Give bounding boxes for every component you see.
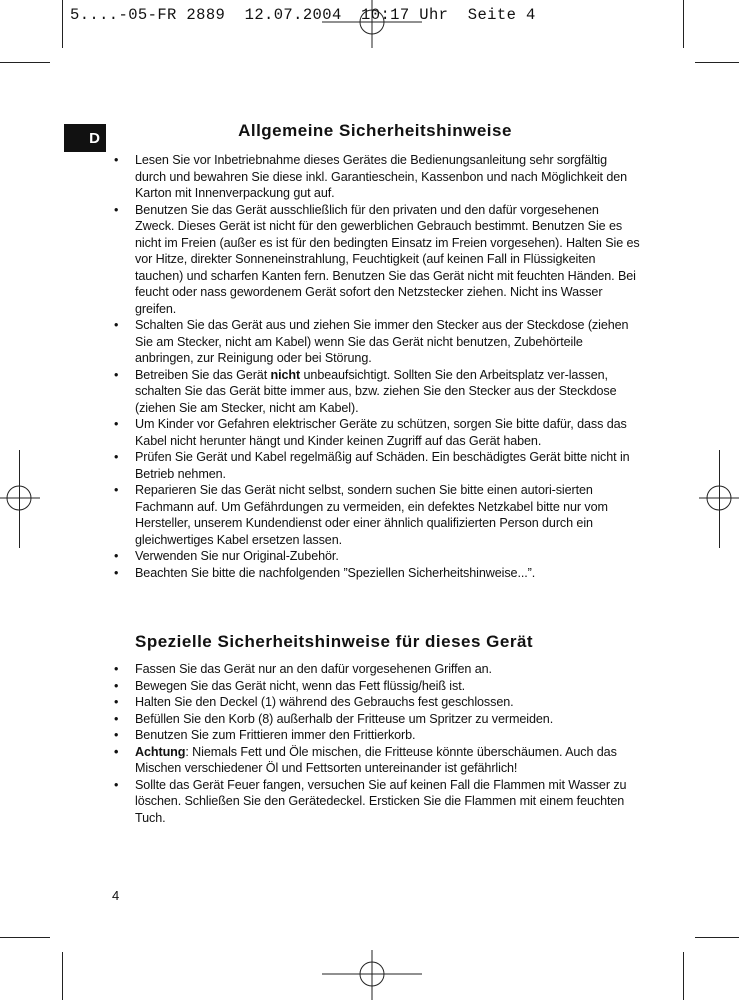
bullet-icon: • <box>114 728 119 742</box>
registration-mark-icon <box>320 950 424 1000</box>
section-title-general: Allgemeine Sicherheitshinweise <box>238 121 512 140</box>
bullet-icon: • <box>114 367 119 382</box>
bullet-icon: • <box>114 483 119 497</box>
crop-mark <box>695 62 739 63</box>
bullet-icon: • <box>114 450 119 464</box>
page-number: 4 <box>112 888 120 903</box>
list-item: • Um Kinder vor Gefahren elektrischer Geräte zu schützen, sorgen Sie bitte dafür, dass das Kabel nicht herunter hängt und Kinder keinen Zugriff auf das Gerät haben. <box>114 417 627 448</box>
crop-mark <box>0 62 50 63</box>
list-item: • Fassen Sie das Gerät nur an den dafür vorgesehenen Griffen an. <box>114 662 492 676</box>
list-item: • Beachten Sie bitte die nachfolgenden ”Speziellen Sicherheitshinweise...”. <box>114 565 536 580</box>
crop-mark <box>683 0 684 48</box>
bullet-icon: • <box>114 744 119 759</box>
crop-mark <box>62 952 63 1000</box>
list-item: • Reparieren Sie das Gerät nicht selbst, sondern suchen Sie bitte einen autori-sierten Fachmann auf. Um Gefährdungen zu vermeiden, ein defektes Netzkabel bitte nur vom Hersteller, unserem Kundendienst oder einer ähnlich qualifizierten Person durch ein gleichwertiges Kabel ersetzen lassen. <box>114 483 608 547</box>
list-item: • Befüllen Sie den Korb (8) außerhalb der Fritteuse um Spritzer zu vermeiden. <box>114 711 554 726</box>
general-safety-list <box>0 152 640 581</box>
list-item: • Bewegen Sie das Gerät nicht, wenn das Fett flüssig/heiß ist. <box>114 678 466 693</box>
list-item: • Lesen Sie vor Inbetriebnahme dieses Gerätes die Bedienungsanleitung sehr sorgfältig durch und bewahren Sie diese inkl. Garantieschein, Kassenbon und nach Möglichkeit den Karton mit Innenverpackung gut auf. <box>114 153 628 200</box>
crop-mark <box>683 952 684 1000</box>
bullet-icon: • <box>114 777 119 792</box>
language-tab: D <box>64 124 106 152</box>
print-header: 5....-05-FR 2889 12.07.2004 10:17 Uhr Seite 4 <box>70 6 536 24</box>
bullet-icon: • <box>114 711 119 726</box>
bullet-icon: • <box>114 662 119 676</box>
list-item: • Sollte das Gerät Feuer fangen, versuchen Sie auf keinen Fall die Flammen mit Wasser zu löschen. Schließen Sie den Gerätedeckel. Ersticken Sie die Flammen mit einem feuchten Tuch. <box>114 777 627 825</box>
list-item: • Schalten Sie das Gerät aus und ziehen Sie immer den Stecker aus der Steckdose (ziehen Sie am Stecker, nicht am Kabel) wenn Sie das Gerät nicht benutzen, Zubehörteile anbringen, zur Reinigung oder bei Störung. <box>114 318 629 365</box>
list-item: • Verwenden Sie nur Original-Zubehör. <box>114 549 339 563</box>
list-item: • Prüfen Sie Gerät und Kabel regelmäßig auf Schäden. Ein beschädigtes Gerät bitte nicht in Betrieb nehmen. <box>114 450 630 481</box>
bullet-icon: • <box>114 678 119 693</box>
list-item: • Achtung: Niemals Fett und Öle mischen, die Fritteuse könnte überschäumen. Auch das Mischen verschiedener Öl und Fettsorten untereinander ist gefährlich! <box>114 744 617 775</box>
bullet-icon: • <box>114 318 119 332</box>
special-safety-list <box>0 661 640 826</box>
registration-mark-icon <box>699 468 739 528</box>
bullet-icon: • <box>114 417 119 431</box>
bullet-icon: • <box>114 695 119 709</box>
section-title-special: Spezielle Sicherheitshinweise für dieses Gerät <box>135 632 534 651</box>
bullet-icon: • <box>114 202 119 217</box>
bullet-icon: • <box>114 153 119 167</box>
bullet-icon: • <box>114 549 119 563</box>
crop-mark <box>0 937 50 938</box>
crop-mark <box>695 937 739 938</box>
list-item: • Betreiben Sie das Gerät nicht unbeaufsichtigt. Sollten Sie den Arbeitsplatz ver-lassen, schalten Sie das Gerät bitte immer aus, bzw. ziehen Sie den Stecker aus der Steckdose (ziehen Sie am Stecker, nicht am Kabel). <box>114 367 617 415</box>
list-item: • Halten Sie den Deckel (1) während des Gebrauchs fest geschlossen. <box>114 695 514 709</box>
list-item: • Benutzen Sie zum Frittieren immer den Frittierkorb. <box>114 728 416 742</box>
bullet-icon: • <box>114 565 119 580</box>
crop-mark <box>62 0 63 48</box>
list-item: • Benutzen Sie das Gerät ausschließlich für den privaten und den dafür vorgesehenen Zweck. Dieses Gerät ist nicht für den gewerblichen Gebrauch bestimmt. Benutzen Sie es nicht im Freien (außer es ist für den bedingten Einsatz im Freien vorgesehen). Halten Sie es vor Hitze, direkter Sonneneinstrahlung, Feuchtigkeit (auf keinen Fall in Flüssigkeiten tauchen) und scharfen Kanten fern. Benutzen Sie das Gerät nicht mit feuchten Händen. Bei feucht oder nass gewordenem Gerät sofort den Netzstecker ziehen. Nicht ins Wasser greifen. <box>114 202 640 316</box>
